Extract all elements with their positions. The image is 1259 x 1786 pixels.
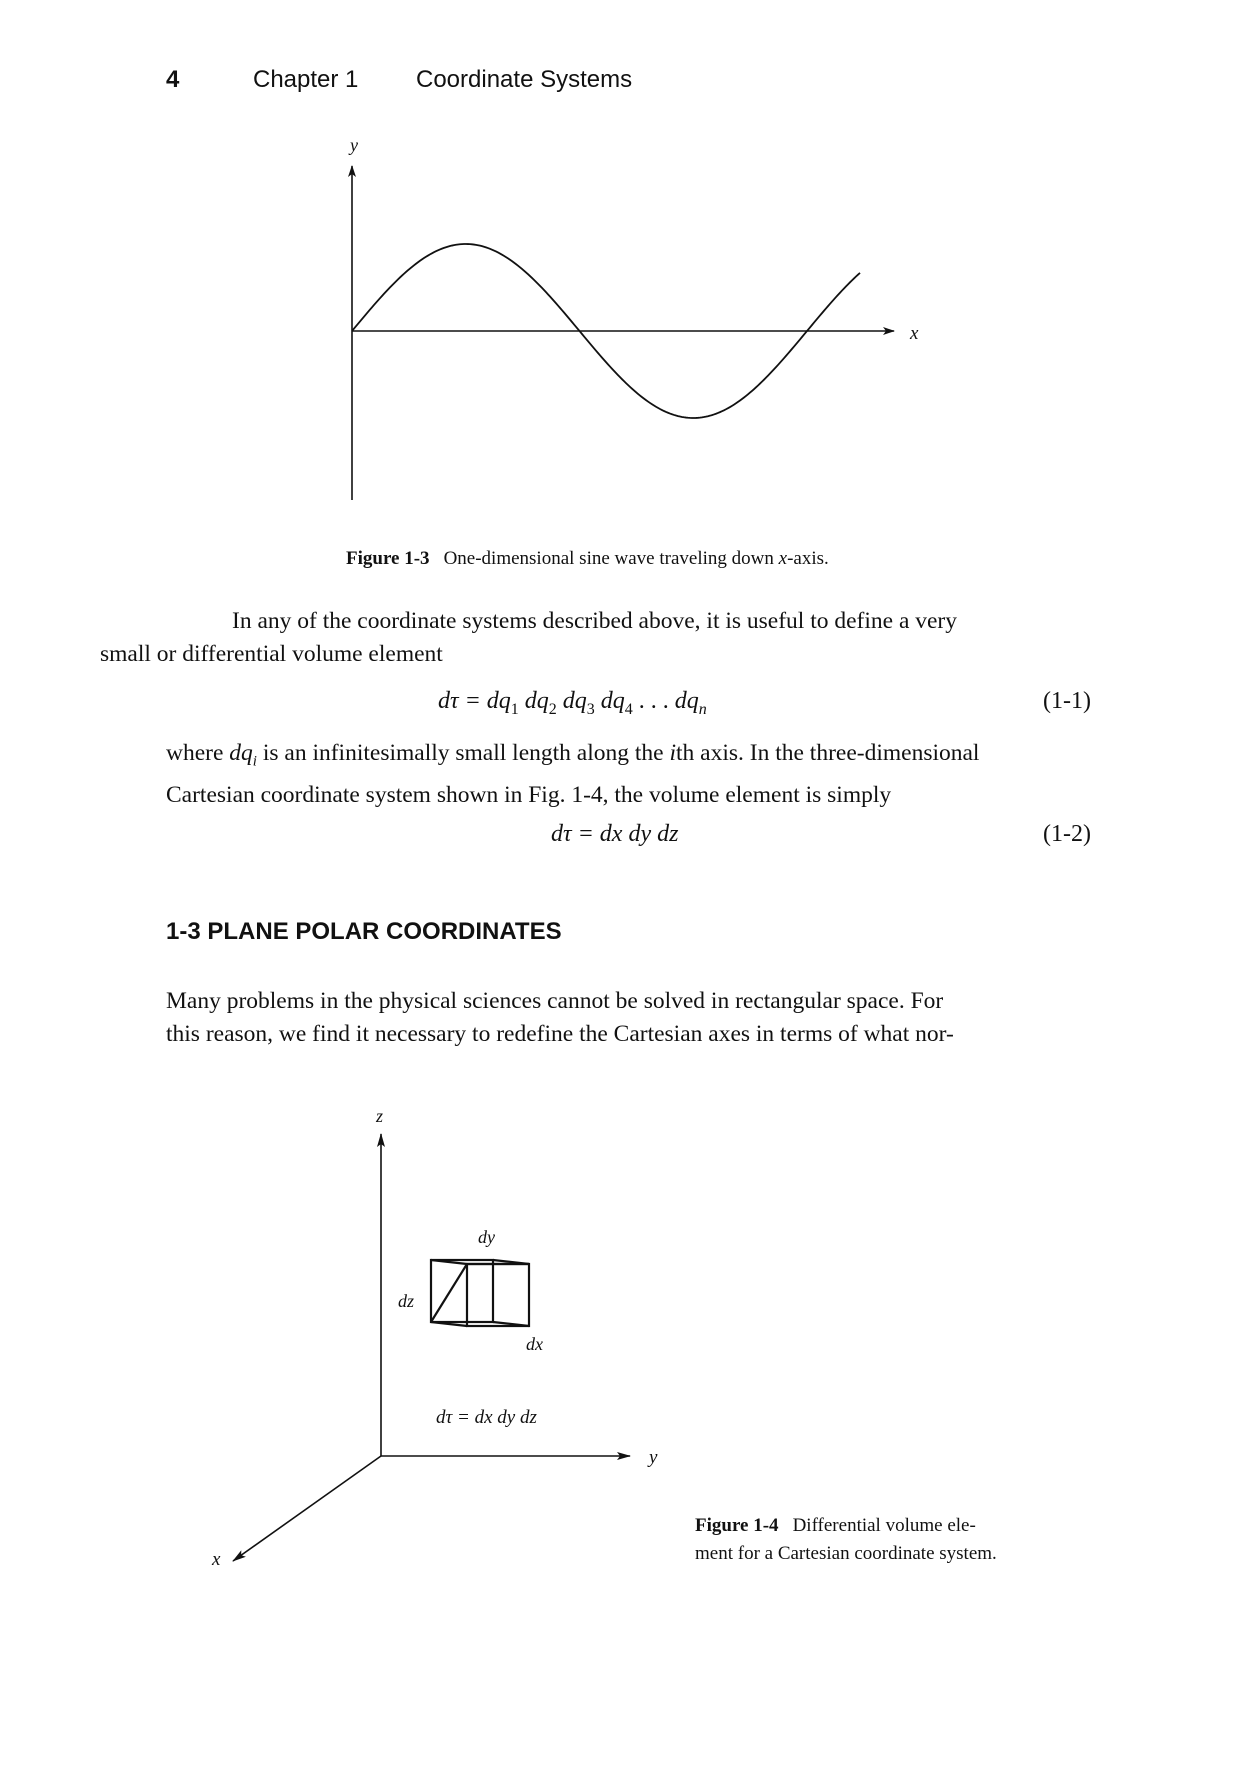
equation-1-1-number: (1-1): [1043, 688, 1091, 714]
figure-1-3-sine-wave: [0, 0, 1259, 540]
y-axis-label: y: [350, 135, 358, 155]
figure-1-3-label: Figure 1-3: [346, 548, 430, 569]
volume-element-cube: [431, 1260, 529, 1326]
chapter-title: Coordinate Systems: [416, 66, 633, 93]
equation-1-2: dτ = dx dy dz: [551, 821, 679, 847]
figure-1-4-volume-element: [0, 1090, 1259, 1590]
section-heading: 1-3 PLANE POLAR COORDINATES: [166, 918, 562, 945]
y-axis-label-3d: y: [649, 1447, 658, 1468]
x-axis-line-3d: [233, 1456, 381, 1561]
x-axis-label: x: [910, 323, 919, 344]
equation-1-2-number: (1-2): [1043, 821, 1091, 847]
chapter-label: Chapter 1: [253, 66, 359, 93]
dy-label: dy: [478, 1227, 495, 1247]
paragraph-volume-element-intro: In any of the coordinate systems described above, it is useful to define a very small or differential volume element: [100, 608, 958, 667]
figure-1-3-caption: Figure 1-3 One-dimensional sine wave traveling down x-axis.: [346, 548, 829, 569]
figure-1-4-caption: Figure 1-4 Differential volume ele- ment for a Cartesian coordinate system.: [695, 1515, 997, 1564]
paragraph-dq-definition: where $dq_i$ is an infinitesimally small length along the ith axis. In the three-dimensional Cartesian coordinate system shown in Fig. 1-4, the volume element is simply: [166, 740, 980, 808]
figure-1-4-label: Figure 1-4: [695, 1515, 779, 1536]
dz-label: dz: [398, 1291, 415, 1311]
dx-label: dx: [526, 1334, 543, 1354]
page-number: 4: [166, 66, 180, 93]
x-axis-label-3d: x: [212, 1549, 221, 1570]
z-axis-label-3d: z: [376, 1106, 384, 1126]
figure-1-4-equation: dτ = dx dy dz: [436, 1407, 537, 1428]
paragraph-polar-intro: Many problems in the physical sciences cannot be solved in rectangular space. For this reason, we find it necessary to redefine the Cartesian axes in terms of what nor-: [166, 988, 954, 1047]
equation-1-1: $d\tau = dq_1$ $dq_2$ $dq_3$ $dq_4$ . . . $dq_n$: [438, 688, 707, 718]
